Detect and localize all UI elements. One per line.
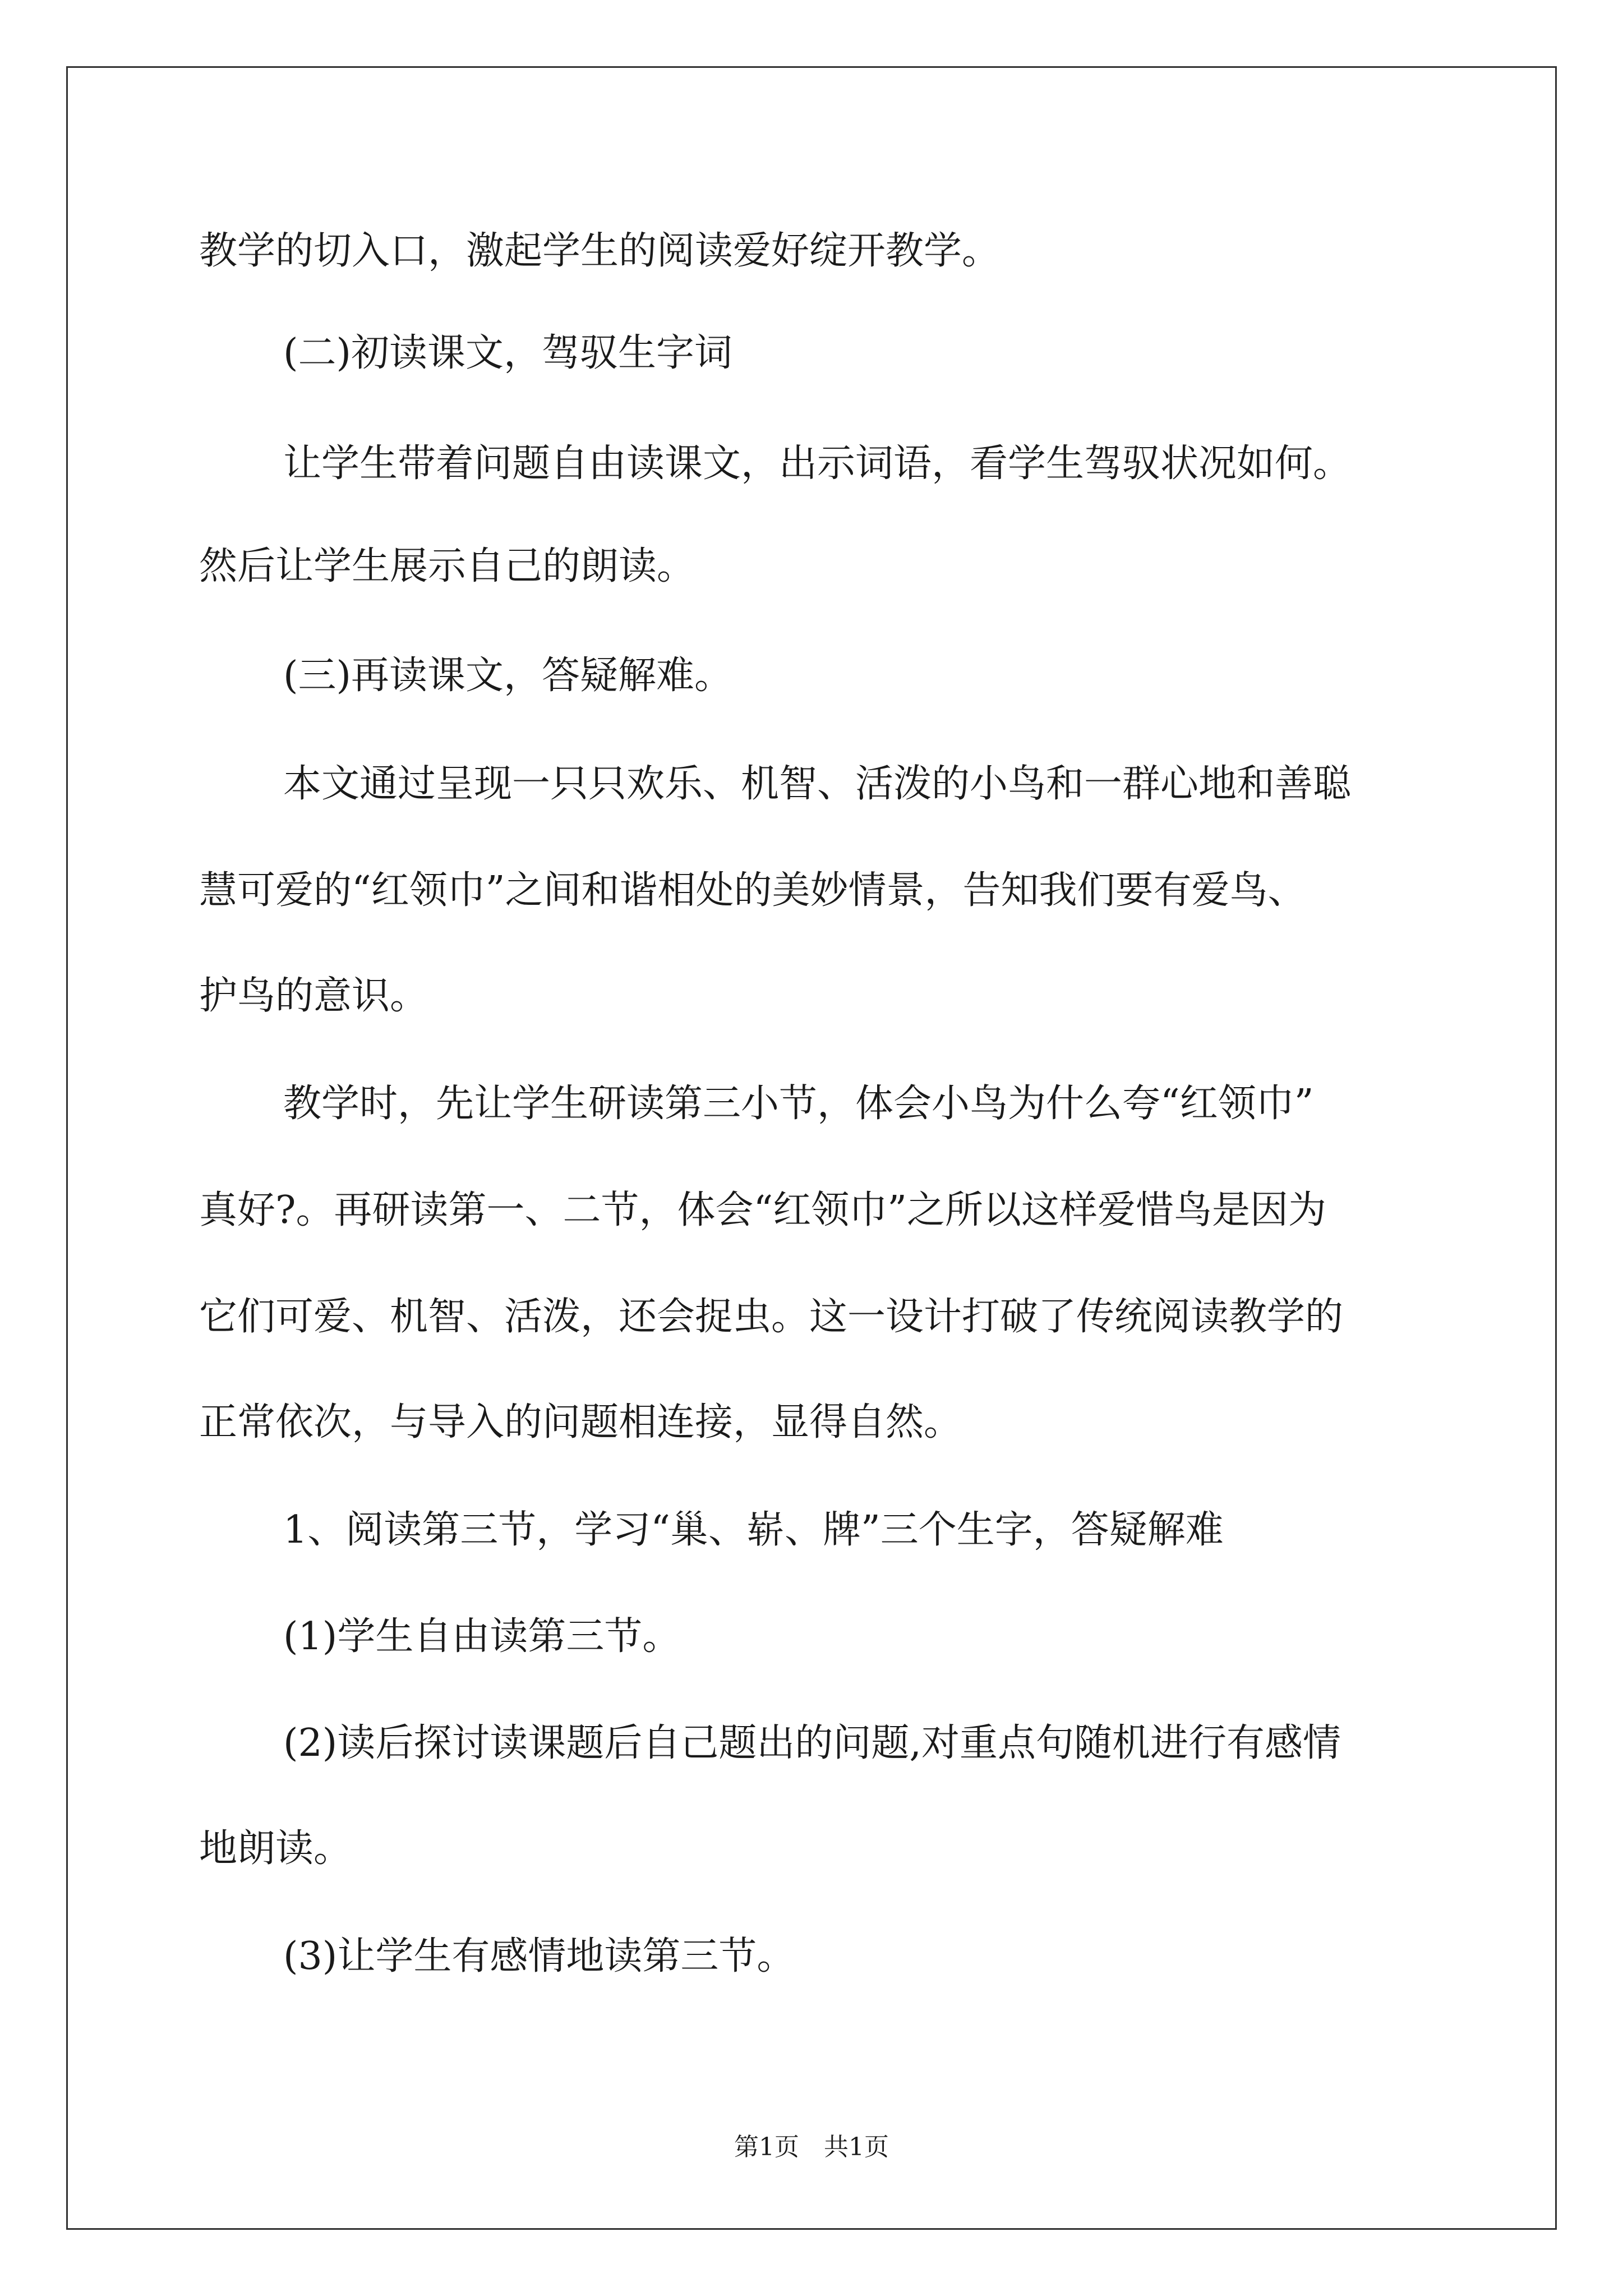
- text-line: 慧可爱的“红领巾”之间和谐相处的美妙情景，告知我们要有爱鸟、: [199, 868, 1306, 913]
- page-footer: [0, 2132, 1623, 2163]
- section-heading: (二)初读课文，驾驭生字词: [283, 331, 733, 375]
- page-number-label: 第1页 共1页: [734, 2133, 889, 2161]
- text-line: 正常依次，与导入的问题相连接，显得自然。: [199, 1400, 962, 1444]
- page-border: [66, 66, 1557, 2230]
- text-line: 教学时，先让学生研读第三小节，体会小鸟为什么夸“红领巾”: [283, 1082, 1314, 1126]
- section-heading: (三)再读课文，答疑解难。: [283, 654, 733, 698]
- text-line: 1、阅读第三节，学习“巢、崭、牌”三个生字，答疑解难: [283, 1508, 1224, 1552]
- text-line: 本文通过呈现一只只欢乐、机智、活泼的小鸟和一群心地和善聪: [283, 762, 1352, 806]
- list-item: (2)读后探讨读课题后自己题出的问题,对重点句随机进行有感情: [283, 1721, 1341, 1765]
- text-line: 它们可爱、机智、活泼，还会捉虫。这一设计打破了传统阅读教学的: [199, 1295, 1344, 1339]
- text-line: 地朗读。: [199, 1826, 352, 1871]
- text-line: 教学的切入口，激起学生的阅读爱好绽开教学。: [199, 229, 1000, 273]
- text-line: 让学生带着问题自由读课文，出示词语，看学生驾驭状况如何。: [283, 441, 1352, 486]
- list-item: (1)学生自由读第三节。: [283, 1614, 681, 1659]
- text-line: 护鸟的意识。: [199, 974, 428, 1018]
- text-line: 真好?。再研读第一、二节，体会“红领巾”之所以这样爱惜鸟是因为: [199, 1188, 1326, 1232]
- list-item: (3)让学生有感情地读第三节。: [283, 1934, 795, 1978]
- text-line: 然后让学生展示自己的朗读。: [199, 544, 695, 588]
